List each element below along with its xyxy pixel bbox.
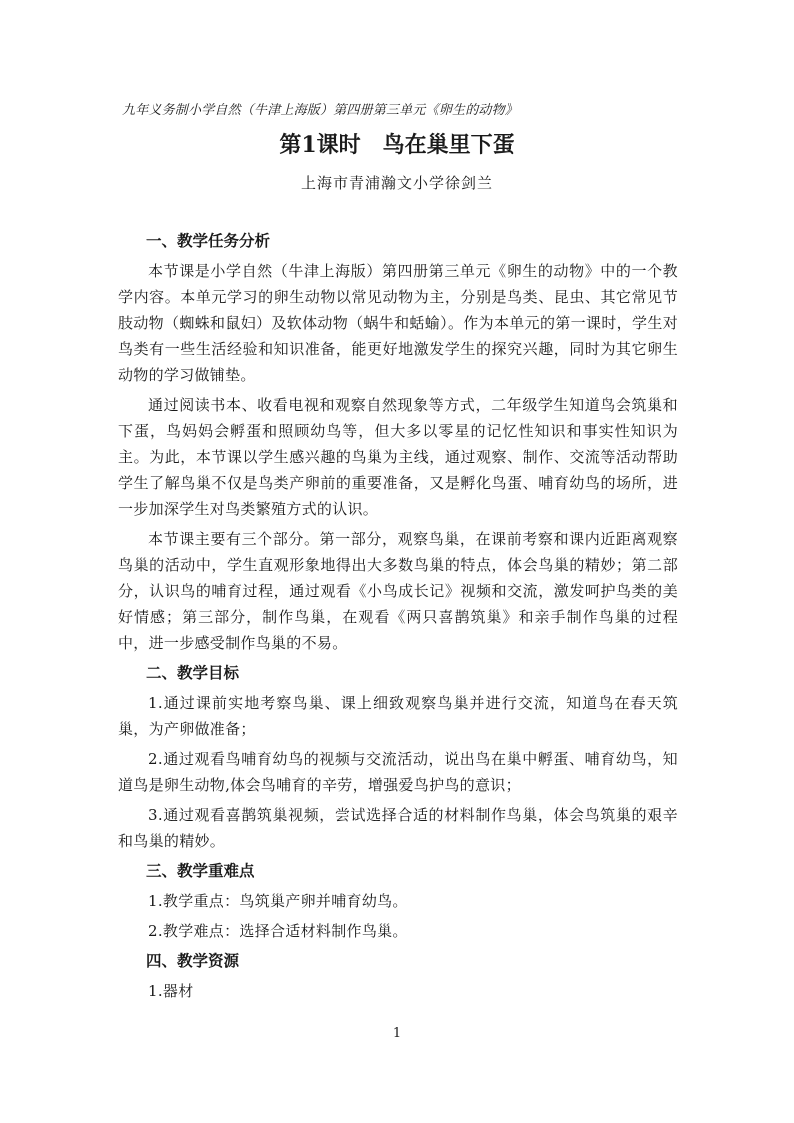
author-line: 上海市青浦瀚文小学徐剑兰 (300, 174, 493, 192)
document-body (118, 228, 678, 1008)
objective-item: 3.通过观看喜鹊筑巢视频，尝试选择合适的材料制作鸟巢，体会鸟筑巢的艰辛和鸟巢的精妙。 (118, 806, 678, 850)
section-heading: 一、教学任务分析 (146, 231, 271, 250)
section-task-analysis (118, 228, 678, 656)
key-point-item: 1.教学重点：鸟筑巢产卵并哺育幼鸟。 (148, 892, 408, 910)
section-heading: 二、教学目标 (146, 663, 240, 682)
key-point-item: 2.教学难点：选择合适材料制作鸟巢。 (148, 922, 408, 940)
objective-item: 2.通过观看鸟哺育幼鸟的视频与交流活动，说出鸟在巢中孵蛋、哺育幼鸟，知道鸟是卵生动物,体会鸟哺育的辛劳，增强爱鸟护鸟的意识； (118, 750, 678, 794)
resource-item: 1.器材 (148, 982, 194, 1000)
section-resources (118, 948, 678, 1004)
objective-item: 1.通过课前实地考察鸟巢、课上细致观察鸟巢并进行交流，知道鸟在春天筑巢，为产卵做准备； (118, 694, 678, 738)
page-number: 1 (392, 1026, 402, 1041)
section-heading: 三、教学重难点 (146, 861, 255, 880)
document-header: 九年义务制小学自然（牛津上海版）第四册第三单元《卵生的动物》 (122, 103, 519, 118)
section-heading: 四、教学资源 (146, 951, 240, 970)
paragraph: 本节课是小学自然（牛津上海版）第四册第三单元《卵生的动物》中的一个教学内容。本单元学习的卵生动物以常见动物为主，分别是鸟类、昆虫、其它常见节肢动物（蜘蛛和鼠妇）及软体动物（蜗牛和蛞蝓）。作为本单元的第一课时，学生对鸟类有一些生活经验和知识准备，能更好地激发学生的探究兴趣，同时为其它卵生动物的学习做铺垫。 (118, 262, 678, 384)
paragraph: 通过阅读书本、收看电视和观察自然现象等方式，二年级学生知道鸟会筑巢和下蛋，鸟妈妈会孵蛋和照顾幼鸟等，但大多以零星的记忆性知识和事实性知识为主。为此，本节课以学生感兴趣的鸟巢为主线，通过观察、制作、交流等活动帮助学生了解鸟巢不仅是鸟类产卵前的重要准备，又是孵化鸟蛋、哺育幼鸟的场所，进一步加深学生对鸟类繁殖方式的认识。 (118, 396, 678, 518)
section-objectives (118, 660, 678, 854)
section-key-points (118, 858, 678, 944)
lesson-title: 第1课时 鸟在巢里下蛋 (279, 132, 515, 158)
paragraph: 本节课主要有三个部分。第一部分，观察鸟巢，在课前考察和课内近距离观察鸟巢的活动中，学生直观形象地得出大多数鸟巢的特点，体会鸟巢的精妙；第二部分，认识鸟的哺育过程，通过观看《小鸟成长记》视频和交流，激发呵护鸟类的美好情感；第三部分，制作鸟巢，在观看《两只喜鹊筑巢》和亲手制作鸟巢的过程中，进一步感受制作鸟巢的不易。 (118, 530, 678, 652)
